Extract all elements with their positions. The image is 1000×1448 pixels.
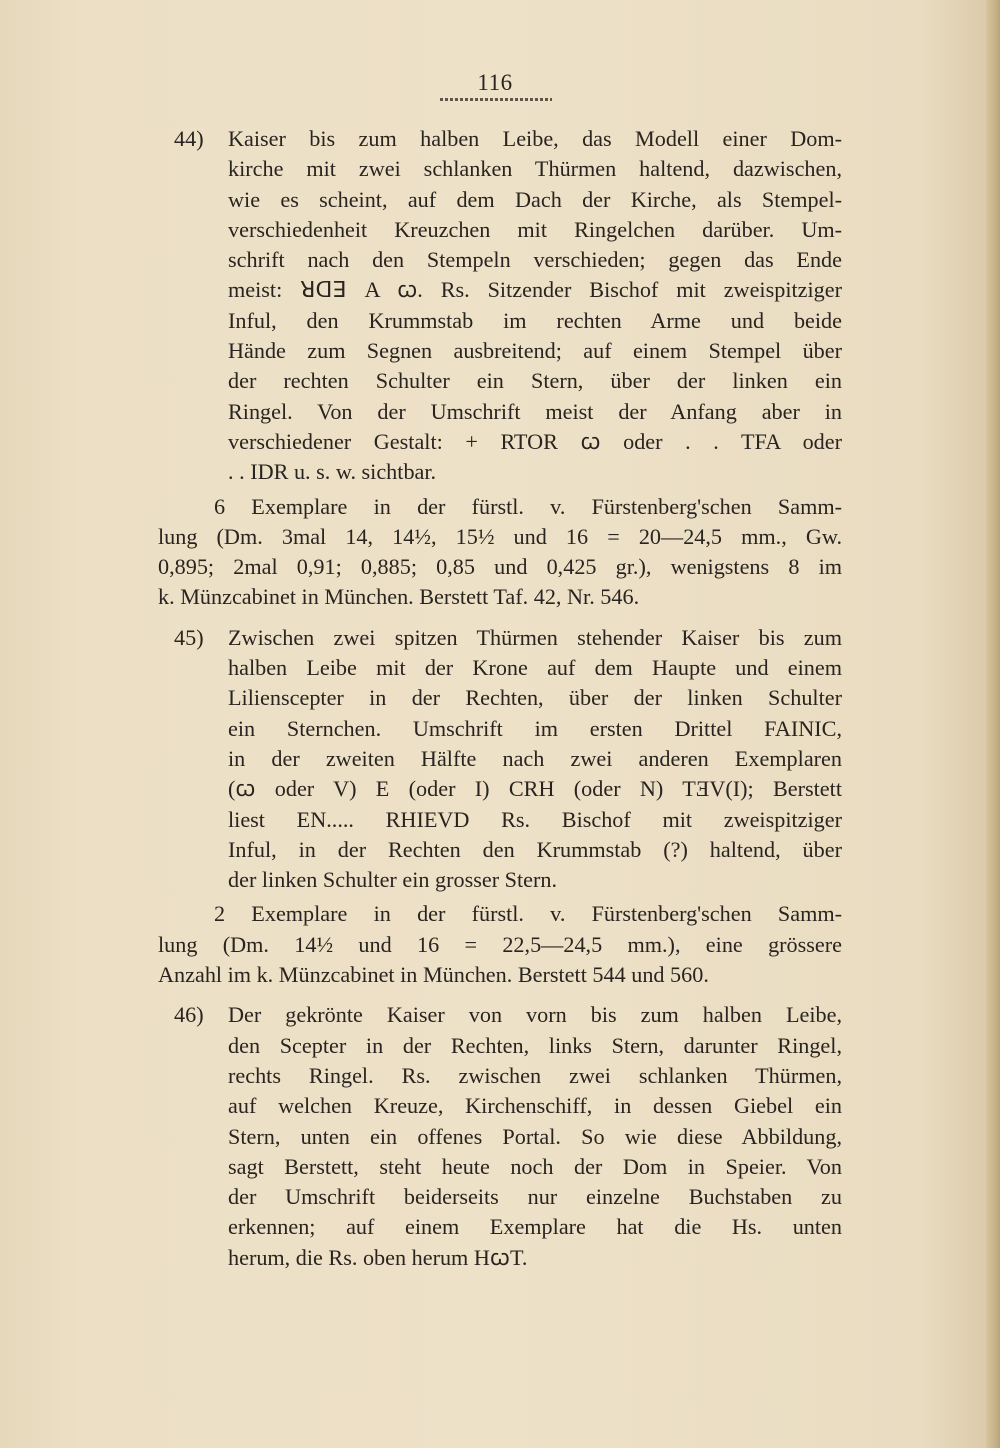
entry-line: liest EN..... RHIEVD Rs. Bischof mit zweispitziger (228, 806, 842, 832)
entry-number: 44) (174, 126, 204, 151)
entry-line: in der zweiten Hälfte nach zwei anderen Exemplaren (228, 745, 842, 771)
entry-line: Ringel. Von der Umschrift meist der Anfang aber in (228, 398, 842, 424)
catalog-entry-46 (158, 1000, 842, 1273)
entry-line: wie es scheint, auf dem Dach der Kirche, als Stempel- (228, 186, 842, 212)
entry-line: rechts Ringel. Rs. zwischen zwei schlanken Thürmen, (228, 1062, 842, 1088)
note-line: k. Münzcabinet in München. Berstett Taf. 42, Nr. 546. (158, 584, 640, 610)
entry-number: 46) (174, 1002, 204, 1028)
entry-line: (ꞷ oder V) E (oder I) CRH (oder N) TƎV(I); Berstett (228, 776, 842, 802)
entry-line: . . IDR u. s. w. sichtbar. (228, 459, 437, 485)
page-edge (986, 0, 1000, 1448)
entry-line: Stern, unten ein offenes Portal. So wie diese Abbildung, (228, 1123, 842, 1149)
entry-line: Inful, den Krummstab im rechten Arme und beide (228, 307, 842, 333)
entry-line: kirche mit zwei schlanken Thürmen haltend, dazwischen, (228, 156, 842, 182)
entry-line: der linken Schulter ein grosser Stern. (228, 867, 558, 893)
note-line: Anzahl im k. Münzcabinet in München. Berstett 544 und 560. (158, 962, 709, 988)
entry-line: meist: ꓤꓷꓱ A ꞷ. Rs. Sitzender Bischof mit zweispitziger (228, 277, 842, 303)
note-line: lung (Dm. 3mal 14, 14½, 15½ und 16 = 20—24,5 mm., Gw. (158, 523, 842, 549)
entry-line: verschiedenheit Kreuzchen mit Ringelchen darüber. Um- (228, 216, 842, 242)
specimen-note-44 (158, 492, 842, 613)
entry-line: Kaiser bis zum halben Leibe, das Modell einer Dom- (228, 126, 842, 151)
entry-line: Zwischen zwei spitzen Thürmen stehender Kaiser bis zum (228, 624, 842, 650)
note-line: lung (Dm. 14½ und 16 = 22,5—24,5 mm.), eine grössere (158, 931, 842, 957)
entry-line: auf welchen Kreuze, Kirchenschiff, in dessen Giebel ein (228, 1093, 842, 1119)
entry-line: herum, die Rs. oben herum HꞷT. (228, 1244, 528, 1270)
specimen-note-45 (158, 899, 842, 990)
entry-line: Hände zum Segnen ausbreitend; auf einem Stempel über (228, 338, 842, 364)
entry-line: ein Sternchen. Umschrift im ersten Drittel FAINIC, (228, 715, 842, 741)
entry-line: schrift nach den Stempeln verschieden; gegen das Ende (228, 247, 842, 273)
note-line: 0,895; 2mal 0,91; 0,885; 0,85 und 0,425 gr.), wenigstens 8 im (158, 554, 842, 580)
page-number-rule (440, 98, 552, 101)
note-line: 6 Exemplare in der fürstl. v. Fürstenberg'schen Samm- (214, 493, 842, 519)
entry-line: der rechten Schulter ein Stern, über der linken ein (228, 368, 842, 394)
entry-line: verschiedener Gestalt: + RTOR ꞷ oder . . TFA oder (228, 428, 842, 454)
catalog-entry-45 (158, 623, 842, 896)
entry-number: 45) (174, 624, 204, 650)
note-line: 2 Exemplare in der fürstl. v. Fürstenberg'schen Samm- (214, 901, 842, 927)
entry-line: der Umschrift beiderseits nur einzelne Buchstaben zu (228, 1184, 842, 1210)
catalog-entry-44 (158, 124, 842, 488)
entry-line: Inful, in der Rechten den Krummstab (?) haltend, über (228, 836, 842, 862)
entry-line: Lilienscepter in der Rechten, über der linken Schulter (228, 685, 842, 711)
entry-line: sagt Berstett, steht heute noch der Dom in Speier. Von (228, 1153, 842, 1179)
page-number: 116 (477, 70, 513, 95)
entry-line: halben Leibe mit der Krone auf dem Haupte und einem (228, 655, 842, 681)
text-body (158, 124, 842, 1277)
entry-line: erkennen; auf einem Exemplare hat die Hs. unten (228, 1214, 842, 1240)
entry-line: den Scepter in der Rechten, links Stern, darunter Ringel, (228, 1032, 842, 1058)
entry-line: Der gekrönte Kaiser von vorn bis zum halben Leibe, (228, 1002, 842, 1028)
